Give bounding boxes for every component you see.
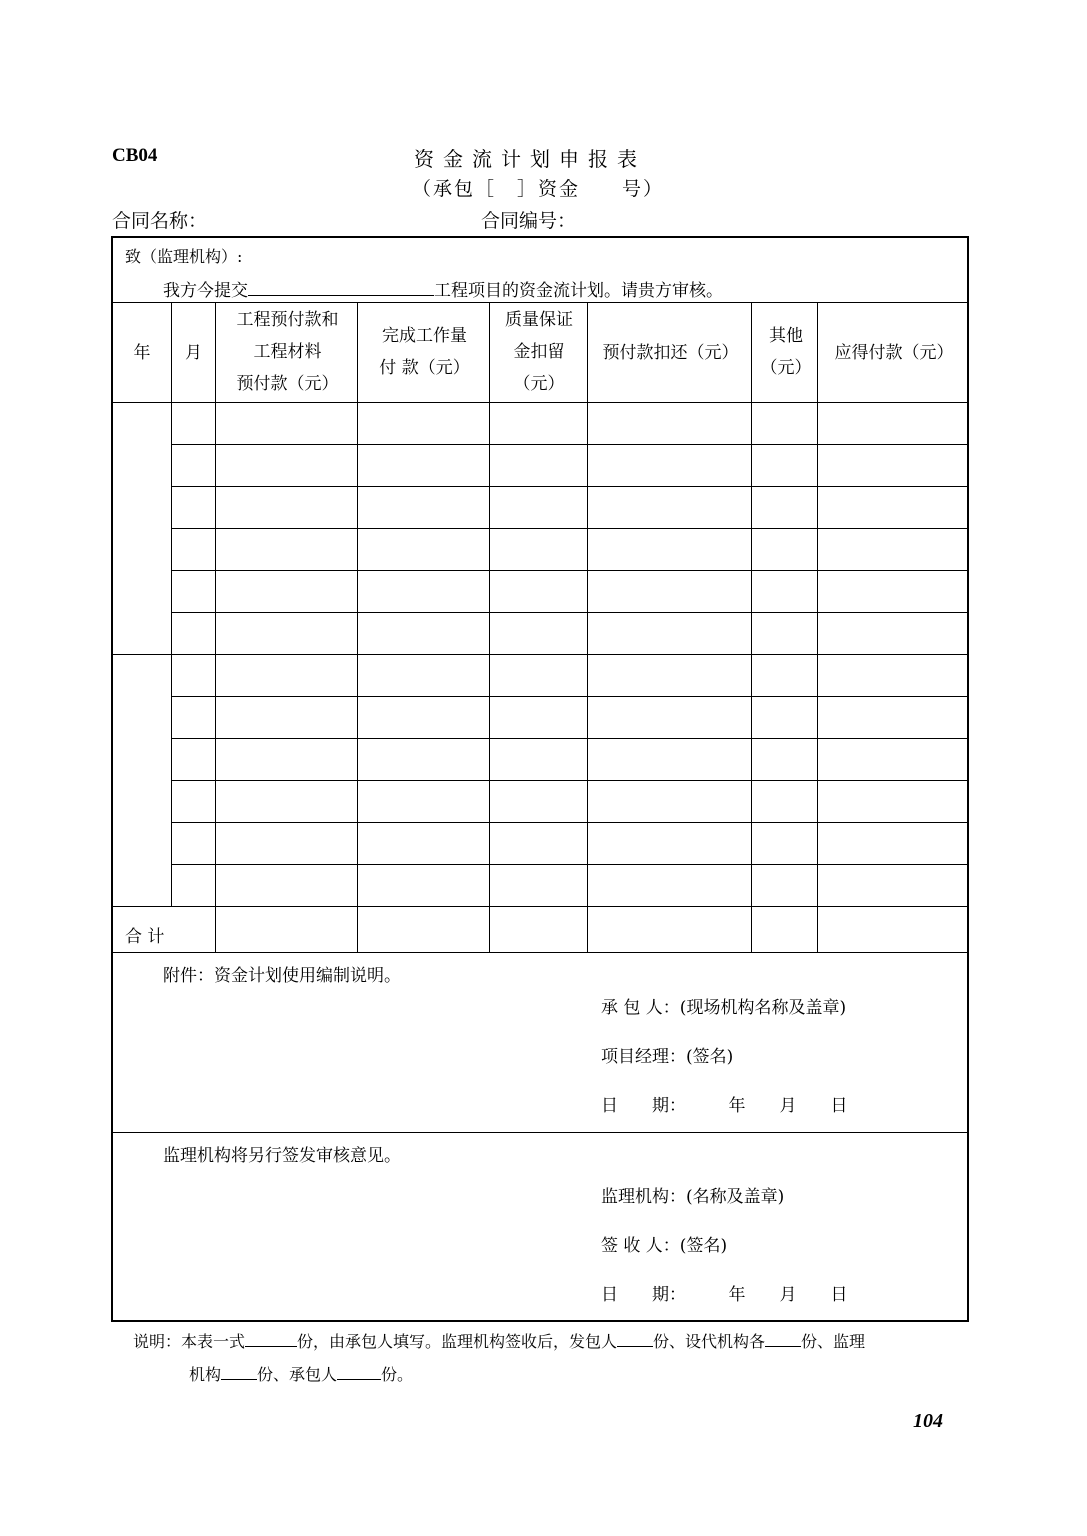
form-subtitle: （承包［ ］资金 号） — [412, 178, 665, 200]
col-header-advance-deduction: 预付款扣还（元） — [602, 343, 739, 363]
receiver-line: 签 收 人：(签名) — [601, 1236, 728, 1256]
footer-note-continued — [189, 1362, 413, 1385]
addressee-line: 致（监理机构）: — [125, 247, 243, 266]
col-header-work-payment: 完成工作量 付 款（元） — [379, 326, 470, 378]
col-header-other: 其他 （元） — [760, 326, 812, 378]
note-text: 说明：本表一式 — [133, 1332, 246, 1351]
total-row-bottom-line — [113, 952, 967, 953]
contractor-seal-line: 承 包 人：(现场机构名称及盖章) — [601, 998, 847, 1018]
col-line — [489, 302, 490, 952]
footer-note — [133, 1329, 865, 1352]
form-table — [111, 236, 969, 1322]
form-title: 资金流计划申报表 — [414, 147, 646, 171]
total-label: 合 计 — [125, 927, 165, 947]
form-code: CB04 — [112, 145, 158, 166]
project-manager-line: 项目经理：(签名) — [601, 1047, 734, 1067]
note-text: 份、设代机构各 — [653, 1332, 766, 1351]
row-line — [171, 738, 967, 739]
row-line — [171, 486, 967, 487]
row-line — [171, 822, 967, 823]
supervisor-statement: 监理机构将另行签发审核意见。 — [163, 1146, 401, 1166]
copies-blank[interactable] — [221, 1363, 257, 1380]
project-name-blank[interactable] — [248, 279, 434, 296]
col-line — [357, 302, 358, 952]
contractor-date-line: 日 期： 年 月 日 — [601, 1096, 848, 1116]
col-line — [171, 302, 172, 906]
note-text: 份、监理 — [801, 1332, 866, 1351]
supervisor-seal-line: 监理机构：(名称及盖章) — [601, 1187, 785, 1207]
row-line — [171, 570, 967, 571]
col-header-payable: 应得付款（元） — [834, 343, 954, 363]
col-header-retention: 质量保证 金扣留 （元） — [505, 310, 573, 394]
copies-blank[interactable] — [337, 1363, 381, 1380]
submit-line — [163, 276, 723, 301]
col-header-year: 年 — [133, 343, 151, 363]
col-line — [587, 302, 588, 952]
submit-prefix: 我方今提交 — [163, 281, 248, 301]
row-line — [171, 864, 967, 865]
supervisor-date-line: 日 期： 年 月 日 — [601, 1285, 848, 1305]
contract-name-label: 合同名称： — [112, 210, 208, 232]
col-header-month: 月 — [185, 343, 202, 363]
contractor-block-bottom-line — [113, 1132, 967, 1133]
row-line — [171, 444, 967, 445]
note-text: 份。 — [381, 1365, 414, 1384]
header-bottom-line — [113, 402, 967, 403]
copies-blank[interactable] — [617, 1330, 653, 1347]
row-line — [171, 696, 967, 697]
contract-no-label: 合同编号： — [481, 210, 577, 232]
note-text: 机构 — [189, 1365, 222, 1384]
col-line — [751, 302, 752, 952]
row-line — [113, 654, 967, 655]
col-header-advance-payment: 工程预付款和 工程材料 预付款（元） — [236, 310, 339, 394]
row-line — [171, 528, 967, 529]
page-number: 104 — [913, 1410, 943, 1432]
note-text: 份，由承包人填写。监理机构签收后，发包人 — [297, 1332, 618, 1351]
row-line — [171, 780, 967, 781]
col-line — [817, 302, 818, 952]
copies-blank[interactable] — [245, 1330, 297, 1347]
attachment-note: 附件：资金计划使用编制说明。 — [163, 966, 401, 986]
copies-blank[interactable] — [765, 1330, 801, 1347]
col-line — [215, 302, 216, 952]
header-top-line — [113, 302, 967, 303]
row-line — [113, 906, 967, 907]
row-line — [171, 612, 967, 613]
note-text: 份、承包人 — [257, 1365, 338, 1384]
submit-suffix: 工程项目的资金流计划。请贵方审核。 — [434, 281, 723, 301]
